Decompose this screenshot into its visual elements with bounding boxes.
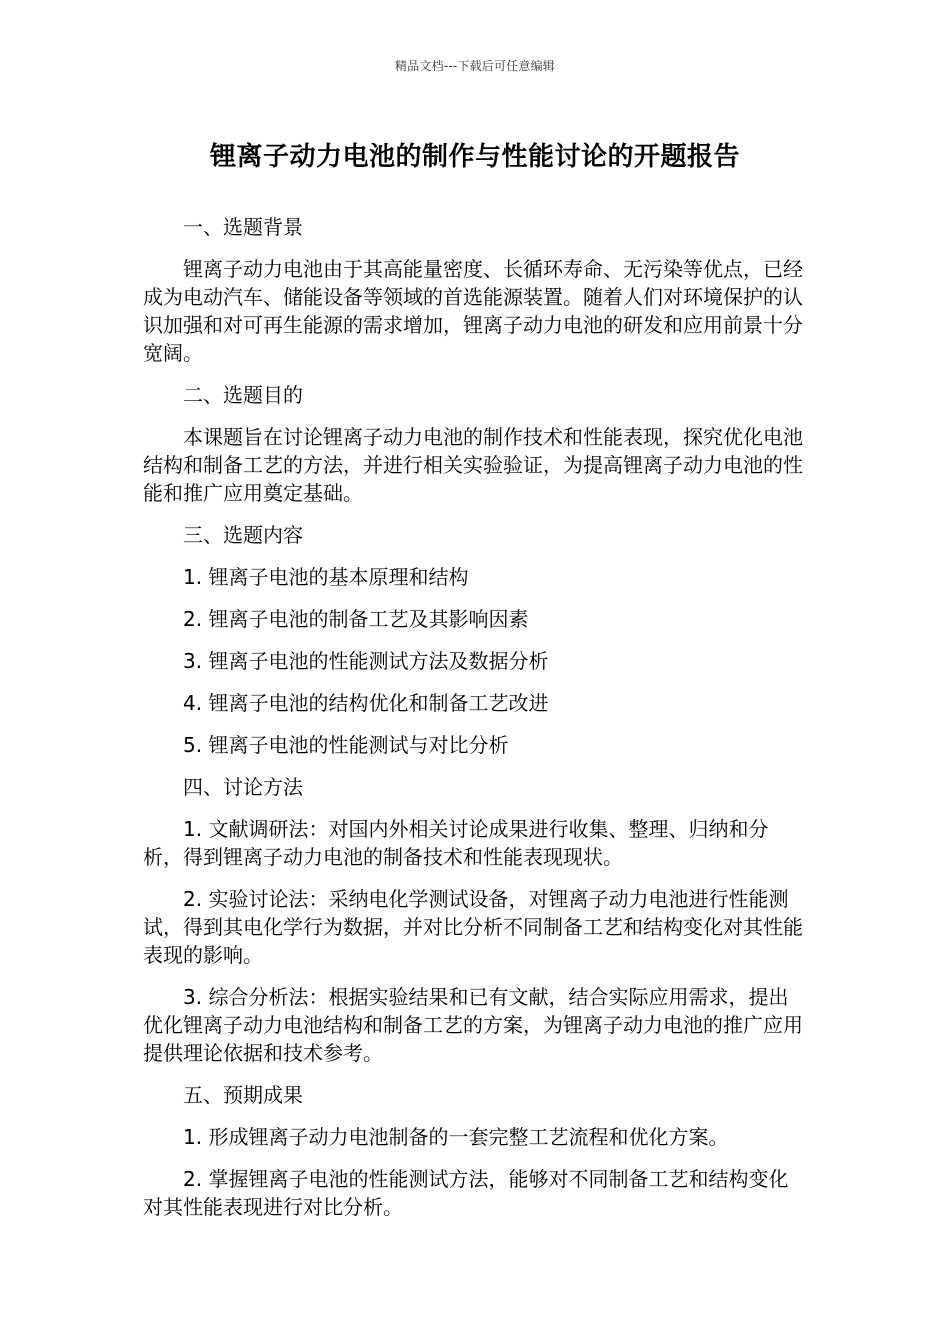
section-heading-background: 一、选题背景 <box>183 215 303 239</box>
list-item: 2. 锂离子电池的制备工艺及其影响因素 <box>183 607 529 631</box>
list-item: 2. 实验讨论法：采纳电化学测试设备，对锂离子动力电池进行性能测试，得到其电化学行为数据，并对比分析不同制备工艺和结构变化对其性能表现的影响。 <box>143 887 803 967</box>
header-note: 精品文档---下载后可任意编辑 <box>395 59 555 73</box>
list-item: 3. 综合分析法：根据实验结果和已有文献，结合实际应用需求，提出优化锂离子动力电池结构和制备工艺的方案，为锂离子动力电池的推广应用提供理论依据和技术参考。 <box>143 985 803 1065</box>
paragraph-background: 锂离子动力电池由于其高能量密度、长循环寿命、无污染等优点，已经成为电动汽车、储能设备等领域的首选能源装置。随着人们对环境保护的认识加强和对可再生能源的需求增加，锂离子动力电池的研发和应用前景十分宽阔。 <box>143 257 803 365</box>
list-item: 3. 锂离子电池的性能测试方法及数据分析 <box>183 649 549 673</box>
section-heading-methods: 四、讨论方法 <box>183 775 303 799</box>
list-item: 4. 锂离子电池的结构优化和制备工艺改进 <box>183 691 549 715</box>
paragraph-purpose: 本课题旨在讨论锂离子动力电池的制作技术和性能表现，探究优化电池结构和制备工艺的方法，并进行相关实验验证，为提高锂离子动力电池的性能和推广应用奠定基础。 <box>143 425 803 505</box>
list-item: 2. 掌握锂离子电池的性能测试方法，能够对不同制备工艺和结构变化对其性能表现进行对比分析。 <box>143 1167 789 1219</box>
list-item: 1. 锂离子电池的基本原理和结构 <box>183 565 469 589</box>
section-heading-purpose: 二、选题目的 <box>183 383 303 407</box>
list-item: 1. 文献调研法：对国内外相关讨论成果进行收集、整理、归纳和分析，得到锂离子动力电池的制备技术和性能表现现状。 <box>143 817 769 869</box>
document-body <box>143 213 803 1235</box>
section-heading-content: 三、选题内容 <box>183 523 303 547</box>
list-item: 1. 形成锂离子动力电池制备的一套完整工艺流程和优化方案。 <box>183 1125 729 1149</box>
section-heading-outcomes: 五、预期成果 <box>183 1083 303 1107</box>
page-title: 锂离子动力电池的制作与性能讨论的开题报告 <box>209 142 740 172</box>
list-item: 5. 锂离子电池的性能测试与对比分析 <box>183 733 509 757</box>
